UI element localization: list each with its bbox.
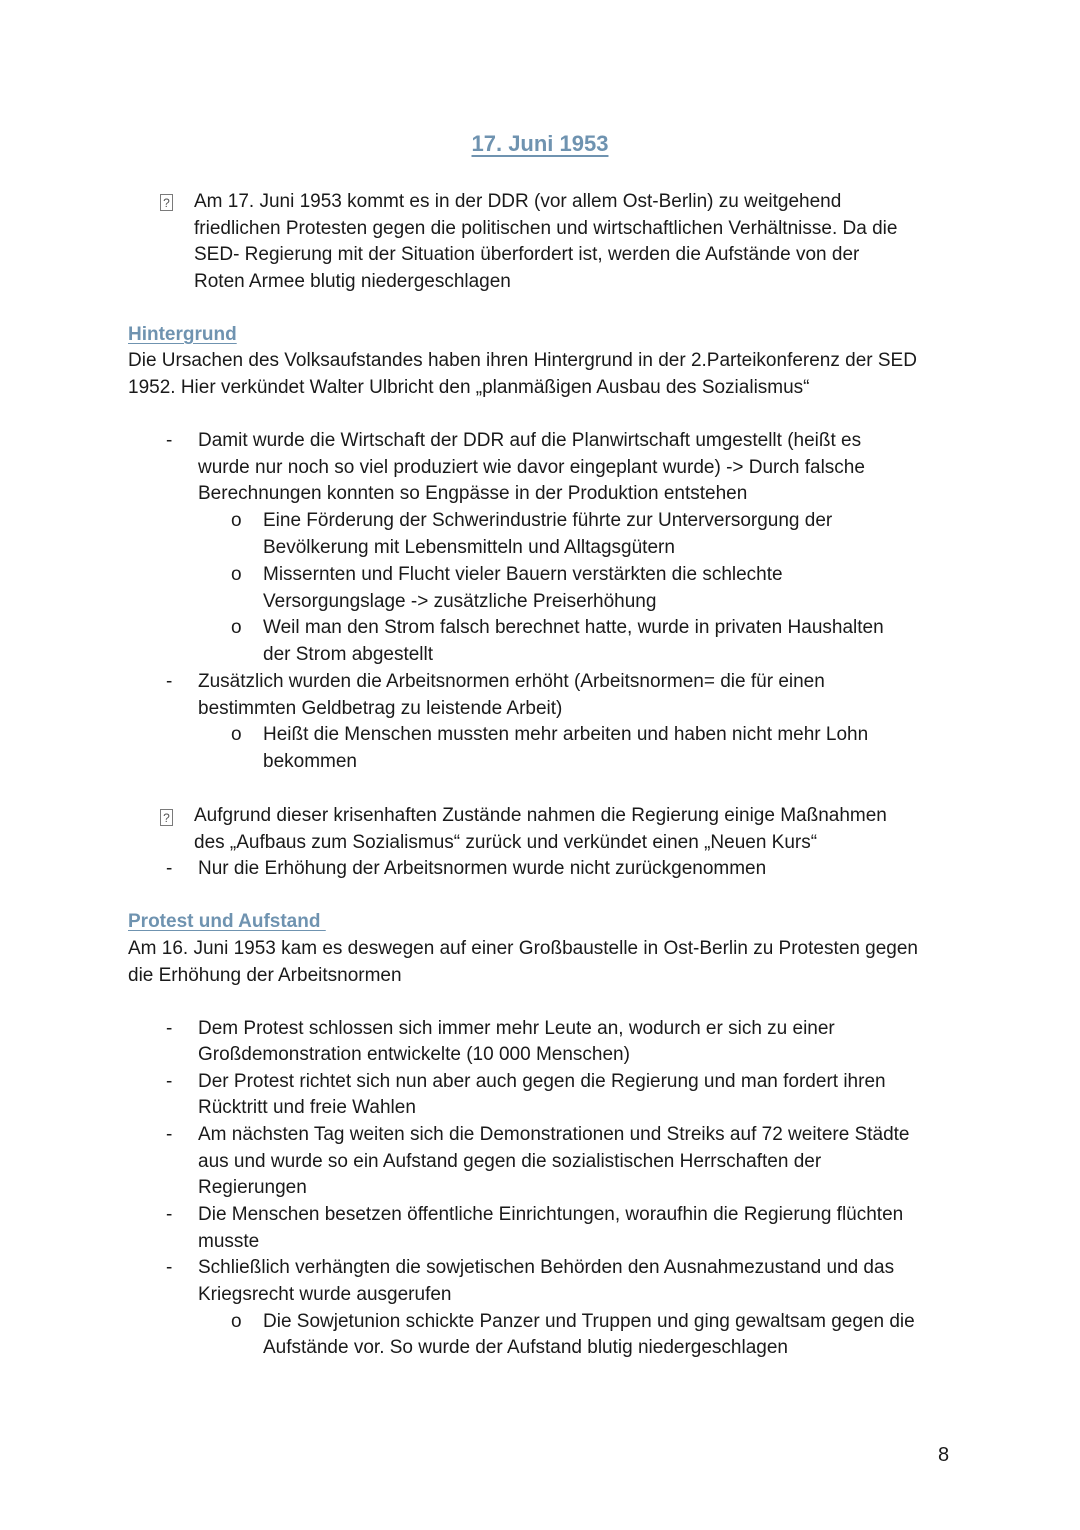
list-item-line: wurde nur noch so viel produziert wie davor eingeplant wurde) -> Durch falsche [198, 457, 865, 478]
list-item-line: bestimmten Geldbetrag zu leistende Arbeit) [198, 698, 563, 719]
sub-list-item-line: Heißt die Menschen mussten mehr arbeiten und haben nicht mehr Lohn [263, 724, 869, 745]
dash-bullet-icon: - [166, 858, 173, 879]
list-item-line: Regierungen [198, 1177, 307, 1198]
list-item-line: Dem Protest schlossen sich immer mehr Leute an, wodurch er sich zu einer [198, 1018, 835, 1039]
list-item-line: Zusätzlich wurden die Arbeitsnormen erhöht (Arbeitsnormen= die für einen [198, 671, 825, 692]
circle-bullet-icon: o [231, 564, 242, 585]
dash-bullet-icon: - [166, 1124, 173, 1145]
list-item-line: musste [198, 1231, 260, 1252]
dash-bullet-icon: - [166, 1257, 173, 1278]
sub-list-item-line: Weil man den Strom falsch berechnet hatte, wurde in privaten Haushalten [263, 617, 884, 638]
dash-bullet-icon: - [166, 1071, 173, 1092]
circle-bullet-icon: o [231, 724, 242, 745]
sub-list-item-line: Aufstände vor. So wurde der Aufstand blutig niedergeschlagen [263, 1337, 788, 1358]
paragraph-line: Die Ursachen des Volksaufstandes haben ihren Hintergrund in der 2.Parteikonferenz der SED [128, 350, 917, 371]
circle-bullet-icon: o [231, 510, 242, 531]
list-item-line: Der Protest richtet sich nun aber auch gegen die Regierung und man fordert ihren [198, 1071, 886, 1092]
intro-line: Am 17. Juni 1953 kommt es in der DDR (vor allem Ost-Berlin) zu weitgehend [194, 191, 842, 212]
missing-glyph-icon: ? [160, 194, 173, 211]
list-item-line: Schließlich verhängten die sowjetischen Behörden den Ausnahmezustand und das [198, 1257, 895, 1278]
note-line: Aufgrund dieser krisenhaften Zustände nahmen die Regierung einige Maßnahmen [194, 805, 887, 826]
sub-list-item-line: der Strom abgestellt [263, 644, 434, 665]
sub-list-item-line: Missernten und Flucht vieler Bauern verstärkten die schlechte [263, 564, 783, 585]
intro-line: Roten Armee blutig niedergeschlagen [194, 270, 511, 292]
intro-line: SED- Regierung mit der Situation überfordert ist, werden die Aufstände von der [194, 244, 860, 266]
list-item-line: Die Menschen besetzen öffentliche Einrichtungen, woraufhin die Regierung flüchten [198, 1204, 904, 1225]
dash-bullet-icon: - [166, 671, 173, 692]
sub-list-item-line: Eine Förderung der Schwerindustrie führte zur Unterversorgung der [263, 510, 833, 531]
dash-bullet-icon: - [166, 1204, 173, 1225]
list-item-line: Rücktritt und freie Wahlen [198, 1097, 416, 1118]
paragraph-line: die Erhöhung der Arbeitsnormen [128, 965, 402, 986]
intro-line: friedlichen Protesten gegen die politischen und wirtschaftlichen Verhältnisse. Da die [194, 217, 898, 239]
page-number: 8 [938, 1444, 950, 1466]
list-item-line: Kriegsrecht wurde ausgerufen [198, 1284, 452, 1305]
note-line: des „Aufbaus zum Sozialismus“ zurück und verkündet einen „Neuen Kurs“ [194, 832, 818, 853]
section-heading-protest: Protest und Aufstand [128, 911, 326, 932]
list-item-line: Großdemonstration entwickelte (10 000 Menschen) [198, 1044, 630, 1065]
list-item-line: Damit wurde die Wirtschaft der DDR auf die Planwirtschaft umgestellt (heißt es [198, 430, 862, 451]
sub-list-item-line: Bevölkerung mit Lebensmitteln und Alltagsgütern [263, 537, 675, 558]
list-item-line: Am nächsten Tag weiten sich die Demonstrationen und Streiks auf 72 weitere Städte [198, 1124, 910, 1145]
dash-bullet-icon: - [166, 430, 173, 451]
sub-list-item-line: Versorgungslage -> zusätzliche Preiserhöhung [263, 591, 657, 612]
circle-bullet-icon: o [231, 1311, 242, 1332]
list-item-line: aus und wurde so ein Aufstand gegen die sozialistischen Herrschaften der [198, 1151, 822, 1172]
sub-list-item-line: Die Sowjetunion schickte Panzer und Truppen und ging gewaltsam gegen die [263, 1311, 915, 1332]
section-heading-hintergrund: Hintergrund [128, 324, 237, 345]
list-item-line: Nur die Erhöhung der Arbeitsnormen wurde nicht zurückgenommen [198, 858, 767, 879]
sub-list-item-line: bekommen [263, 751, 357, 772]
list-item-line: Berechnungen konnten so Engpässe in der Produktion entstehen [198, 483, 748, 504]
page-title: 17. Juni 1953 [471, 131, 609, 156]
paragraph-line: 1952. Hier verkündet Walter Ulbricht den „planmäßigen Ausbau des Sozialismus“ [128, 377, 810, 398]
dash-bullet-icon: - [166, 1018, 173, 1039]
paragraph-line: Am 16. Juni 1953 kam es deswegen auf einer Großbaustelle in Ost-Berlin zu Protesten gegen [128, 938, 918, 959]
circle-bullet-icon: o [231, 617, 242, 638]
missing-glyph-icon: ? [160, 809, 173, 826]
